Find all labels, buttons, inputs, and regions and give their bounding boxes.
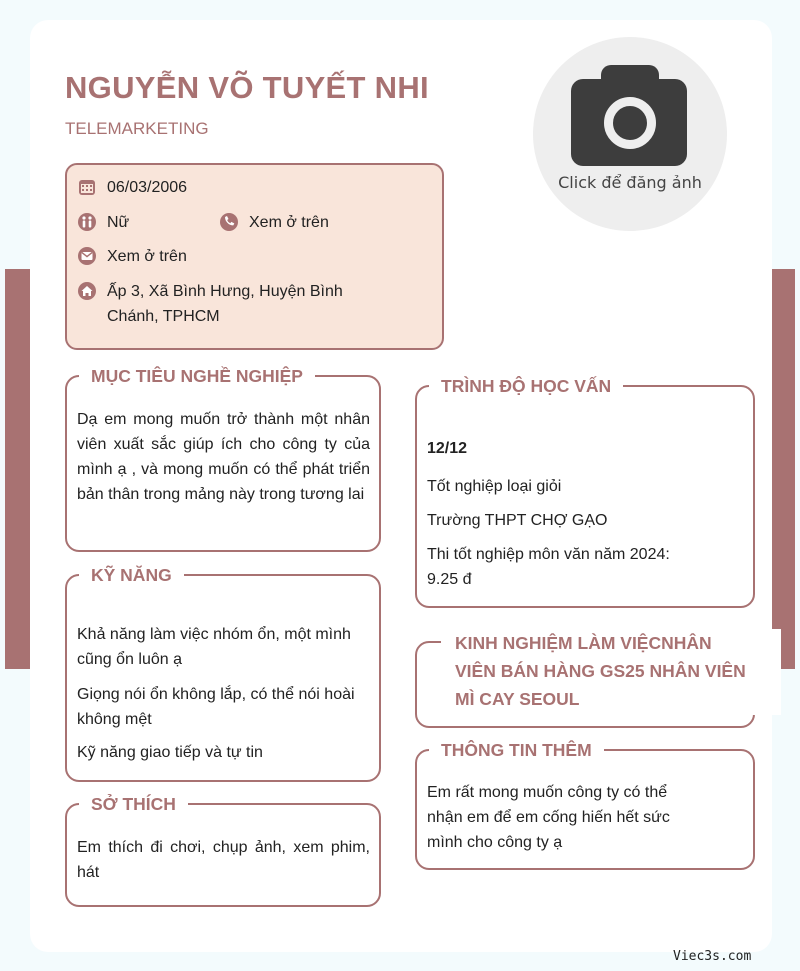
additional-info-line-3[interactable]: mình cho công ty ạ [427,834,563,851]
job-title[interactable]: TELEMARKETING [65,119,209,138]
personal-info-box [65,163,444,350]
education-section [415,376,755,608]
phone-icon [219,212,239,232]
site-watermark: Viec3s.com [673,949,752,964]
hobbies-text[interactable]: Em thích đi chơi, chụp ảnh, xem phim, hát [77,839,370,881]
address-line-1[interactable]: Ấp 3, Xã Bình Hưng, Huyện Bình [107,283,343,300]
additional-info-title[interactable]: THÔNG TIN THÊM [429,737,604,763]
skill-item[interactable]: Giọng nói ổn không lắp, có thể nói hoài không mệt [77,686,355,728]
address-line-2[interactable]: Chánh, TPHCM [107,308,220,325]
education-result[interactable]: Tốt nghiệp loại giỏi [427,478,562,495]
additional-info-section [415,740,755,870]
additional-info-line-2[interactable]: nhận em để em cống hiến hết sức [427,809,670,826]
hobbies-title[interactable]: SỞ THÍCH [79,791,188,817]
experience-title-line-2: VIÊN BÁN HÀNG GS25 NHÂN VIÊN [455,661,746,681]
birthdate-value[interactable]: 06/03/2006 [107,179,188,196]
additional-info-line-1[interactable]: Em rất mong muốn công ty có thể [427,784,668,801]
skill-item[interactable]: Khả năng làm việc nhóm ổn, một mình cũng ổn luôn ạ [77,626,351,668]
education-exam-line-2[interactable]: 9.25 đ [427,571,472,588]
camera-icon [571,65,689,167]
birthdate-row [77,175,187,200]
email-value[interactable]: Xem ở trên [107,248,187,265]
phone-value[interactable]: Xem ở trên [249,214,329,231]
calendar-icon [77,177,97,197]
objective-title[interactable]: MỤC TIÊU NGHỀ NGHIỆP [79,363,315,389]
experience-title-line-3: MÌ CAY SEOUL [455,689,580,709]
gender-icon [77,212,97,232]
experience-title[interactable] [441,629,781,715]
education-exam-line-1[interactable]: Thi tốt nghiệp môn văn năm 2024: [427,546,670,563]
candidate-name[interactable]: NGUYỄN VÕ TUYẾT NHI [65,70,429,105]
experience-title-line-1: KINH NGHIỆM LÀM VIỆCNHÂN [455,633,712,653]
objective-text[interactable]: Dạ em mong muốn trở thành một nhân viên xuất sắc giúp ích cho công ty của mình ạ , và mong muốn có thể phát triển bản thân trong mảng này trong tương lai [77,411,370,503]
skill-item[interactable]: Kỹ năng giao tiếp và tự tin [77,744,263,761]
email-row [77,244,187,269]
photo-upload-label: Click để đăng ảnh [558,173,702,192]
experience-section [415,633,755,728]
phone-row [219,210,329,235]
hobbies-section [65,794,381,907]
home-icon [77,281,97,301]
education-school[interactable]: Trường THPT CHỢ GẠO [427,512,608,529]
email-icon [77,246,97,266]
photo-upload[interactable] [533,37,727,231]
gender-row [77,210,129,235]
skills-title[interactable]: KỸ NĂNG [79,562,184,588]
right-accent-band [772,269,795,669]
skills-section [65,565,381,782]
gender-value[interactable]: Nữ [107,214,130,231]
education-title[interactable]: TRÌNH ĐỘ HỌC VẤN [429,373,623,399]
education-grade[interactable]: 12/12 [427,440,468,457]
objective-section [65,366,381,552]
address-row [77,279,343,329]
